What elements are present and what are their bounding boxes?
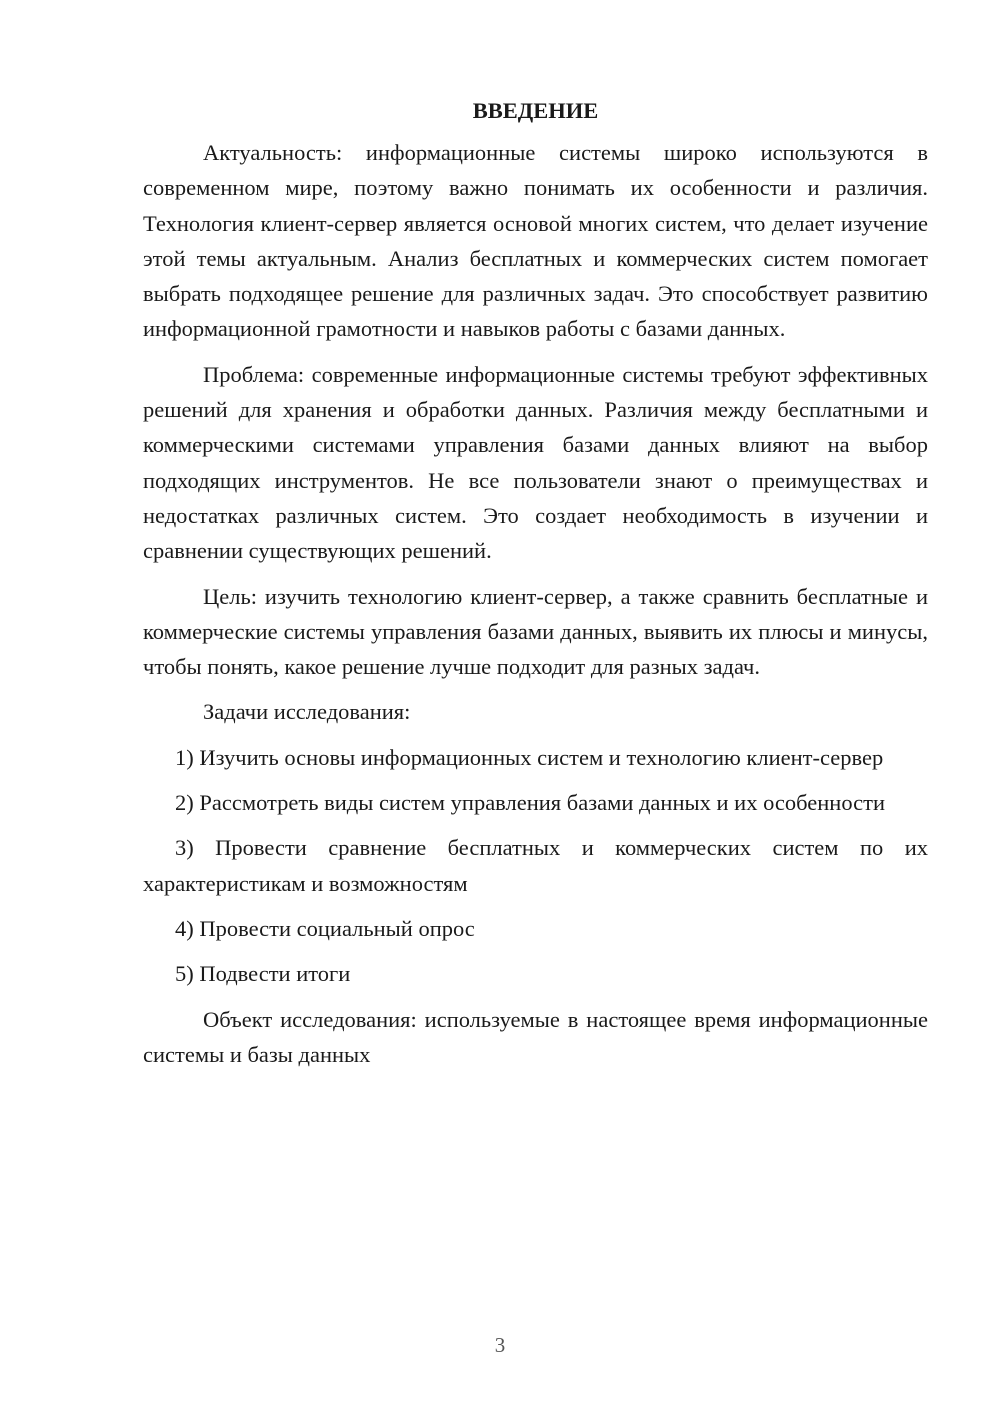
page-title: ВВЕДЕНИЕ <box>472 98 599 123</box>
object-paragraph: Объект исследования: используемые в настоящее время информационные системы и базы данных <box>143 1006 928 1067</box>
tasks-intro: Задачи исследования: <box>203 699 411 725</box>
relevance-paragraph: Актуальность: информационные системы широко используются в современном мире, поэтому важно понимать их особенности и различия. Технология клиент-сервер является основой многих систем, что делает изучение этой темы актуальным. Анализ бесплатных и коммерческих систем помогает выбрать подходящее решение для различных задач. Это способствует развитию информационной грамотности и навыков работы с базами данных. <box>143 140 928 342</box>
goal-paragraph: Цель: изучить технологию клиент-сервер, а также сравнить бесплатные и коммерческие системы управления базами данных, выявить их плюсы и минусы, чтобы понять, какое решение лучше подходит для разных задач. <box>143 583 928 680</box>
list-item: 4) Провести социальный опрос <box>175 915 475 941</box>
list-item: 5) Подвести итоги <box>175 961 351 987</box>
page-number: 3 <box>494 1333 506 1357</box>
page-content <box>143 93 928 1082</box>
list-item: 1) Изучить основы информационных систем и технологию клиент-сервер <box>175 744 884 770</box>
problem-paragraph: Проблема: современные информационные системы требуют эффективных решений для хранения и обработки данных. Различия между бесплатными и коммерческими системами управления базами данных влияют на выбор подходящих инструментов. Не все пользователи знают о преимуществах и недостатках различных систем. Это создает необходимость в изучении и сравнении существующих решений. <box>143 361 928 564</box>
list-item: 3) Провести сравнение бесплатных и коммерческих систем по их характеристикам и возможностям <box>143 835 928 896</box>
tasks-list <box>143 740 928 992</box>
list-item: 2) Рассмотреть виды систем управления базами данных и их особенности <box>175 790 886 816</box>
